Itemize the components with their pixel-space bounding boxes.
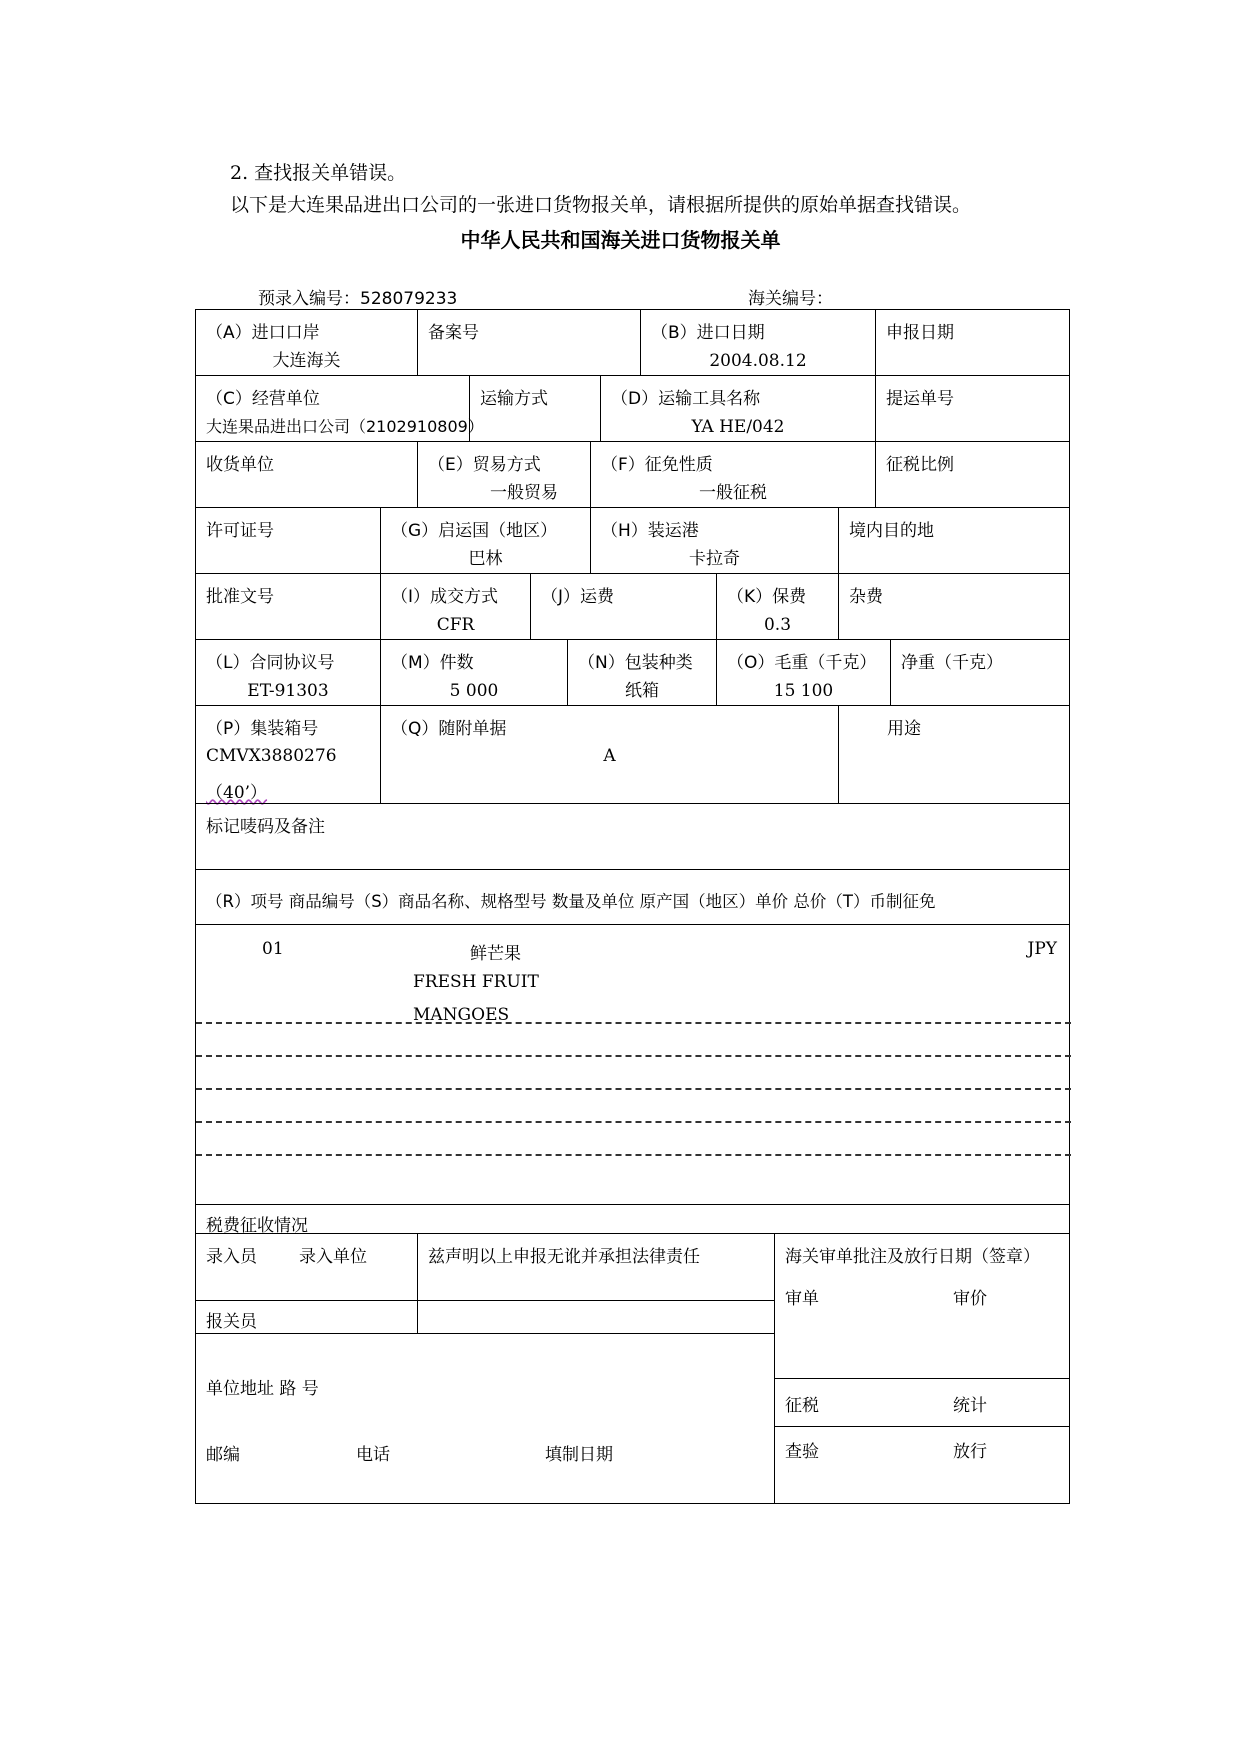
entry-unit-label: 录入单位 <box>299 1247 367 1267</box>
import-port-cell <box>195 309 418 376</box>
attached-docs-label: （Q）随附单据 <box>391 719 507 739</box>
package-value: 纸箱 <box>625 681 659 701</box>
import-port-label: （A）进口口岸 <box>206 323 320 343</box>
freight-cell <box>530 573 717 640</box>
goods-currency: JPY <box>1027 939 1057 959</box>
customs-declaration-form <box>195 309 1070 1504</box>
customs-approval-label: 海关审单批注及放行日期（签章） <box>785 1247 1040 1267</box>
operator-cell <box>195 375 484 442</box>
transport-mode-cell <box>469 375 601 442</box>
trade-mode-value: 一般贸易 <box>490 483 558 503</box>
import-port-value: 大连海关 <box>272 351 341 371</box>
bill-of-lading-cell <box>875 375 1070 442</box>
misc-fee-label: 杂费 <box>849 587 883 607</box>
question-heading: 2. 查找报关单错误。 <box>230 162 407 184</box>
deal-mode-label: （I）成交方式 <box>391 587 499 607</box>
goods-name-en-line1: FRESH FRUIT <box>413 972 539 992</box>
customs-approval-cell <box>774 1233 1070 1379</box>
usage-cell <box>838 705 1070 804</box>
attached-docs-cell <box>380 705 839 804</box>
destination-cell <box>838 507 1070 574</box>
address-label: 单位地址 路 号 <box>206 1379 319 1399</box>
levy-nature-label: （F）征免性质 <box>601 455 713 475</box>
gross-weight-value: 15 100 <box>773 681 834 701</box>
loading-port-label: （H）装运港 <box>601 521 699 541</box>
loading-port-value: 卡拉奇 <box>689 549 740 569</box>
origin-country-value: 巴林 <box>468 549 503 569</box>
import-date-label: （B）进口日期 <box>651 323 765 343</box>
license-label: 许可证号 <box>206 521 274 541</box>
deal-mode-value: CFR <box>436 615 475 635</box>
container-label: （P）集装箱号 <box>206 719 319 739</box>
freight-label: （J）运费 <box>541 587 615 607</box>
goods-divider <box>196 1088 1071 1090</box>
transport-mode-label: 运输方式 <box>480 389 548 409</box>
origin-country-label: （G）启运国（地区） <box>391 521 558 541</box>
consignee-label: 收货单位 <box>206 455 274 475</box>
pieces-value: 5 000 <box>449 681 499 701</box>
container-value: CMVX3880276 <box>206 746 337 766</box>
pieces-cell <box>380 639 568 706</box>
attached-docs-value: A <box>603 746 616 766</box>
pieces-label: （M）件数 <box>391 653 474 673</box>
statistics-label: 统计 <box>953 1396 987 1416</box>
insurance-cell <box>716 573 839 640</box>
goods-header: （R）项号 商品编号（S）商品名称、规格型号 数量及单位 原产国（地区）单价 总价（T）币制征免 <box>206 892 936 911</box>
tax-collection-label: 税费征收情况 <box>206 1216 308 1236</box>
levy-label: 征税 <box>785 1396 819 1416</box>
broker-label: 报关员 <box>206 1312 257 1332</box>
license-cell <box>195 507 381 574</box>
approval-cell <box>195 573 381 640</box>
bill-of-lading-label: 提运单号 <box>886 389 954 409</box>
customs-number: 海关编号： <box>748 289 833 309</box>
trade-mode-label: （E）贸易方式 <box>428 455 541 475</box>
postcode-label: 邮编 <box>206 1445 240 1465</box>
usage-label: 用途 <box>887 719 921 739</box>
vessel-value: YA HE/042 <box>691 417 785 437</box>
tax-ratio-cell <box>875 441 1070 508</box>
levy-cell <box>774 1378 1070 1427</box>
tax-collection-cell <box>195 1204 1070 1234</box>
form-title: 中华人民共和国海关进口货物报关单 <box>460 228 781 252</box>
approval-label: 批准文号 <box>206 587 274 607</box>
declare-date-label: 申报日期 <box>886 323 954 343</box>
container-size: （40’） <box>206 783 268 803</box>
goods-name-cn: 鲜芒果 <box>470 944 521 964</box>
insurance-value: 0.3 <box>763 615 792 635</box>
inspection-label: 查验 <box>785 1442 819 1462</box>
package-cell <box>567 639 717 706</box>
pre-record-number: 预录入编号：528079233 <box>258 289 458 309</box>
import-date-value: 2004.08.12 <box>709 351 807 371</box>
entry-clerk-cell <box>195 1233 418 1301</box>
origin-country-cell <box>380 507 591 574</box>
gross-weight-label: （O）毛重（千克） <box>727 653 877 673</box>
goods-item-number: 01 <box>262 939 284 959</box>
declaration-statement: 兹声明以上申报无讹并承担法律责任 <box>428 1247 700 1267</box>
goods-divider <box>196 1154 1071 1156</box>
goods-body-cell <box>195 924 1070 1205</box>
operator-value: 大连果品进出口公司（2102910809） <box>206 417 484 436</box>
entry-clerk-label: 录入员 <box>206 1247 257 1267</box>
trade-mode-cell <box>417 441 591 508</box>
fill-date-label: 填制日期 <box>545 1445 613 1465</box>
record-number-cell <box>417 309 641 376</box>
package-label: （N）包装种类 <box>578 653 693 673</box>
net-weight-cell <box>890 639 1070 706</box>
import-date-cell <box>640 309 876 376</box>
destination-label: 境内目的地 <box>849 521 934 541</box>
declare-date-cell <box>875 309 1070 376</box>
insurance-label: （K）保费 <box>727 587 807 607</box>
vessel-cell <box>600 375 876 442</box>
container-cell <box>195 705 381 804</box>
goods-divider <box>196 1022 1071 1024</box>
address-cell <box>195 1333 775 1504</box>
loading-port-cell <box>590 507 839 574</box>
tax-ratio-label: 征税比例 <box>886 455 954 475</box>
goods-divider <box>196 1055 1071 1057</box>
levy-nature-cell <box>590 441 876 508</box>
gross-weight-cell <box>716 639 891 706</box>
question-description: 以下是大连果品进出口公司的一张进口货物报关单，请根据所提供的原始单据查找错误。 <box>230 194 972 216</box>
net-weight-label: 净重（千克） <box>901 653 1003 673</box>
goods-name-en-line2: MANGOES <box>413 1005 510 1025</box>
declaration-cell <box>417 1233 775 1301</box>
contract-value: ET-91303 <box>247 681 329 701</box>
pricing-label: 审价 <box>953 1289 987 1309</box>
misc-fee-cell <box>838 573 1070 640</box>
operator-label: （C）经营单位 <box>206 389 320 409</box>
record-number-label: 备案号 <box>428 323 479 343</box>
deal-mode-cell <box>380 573 531 640</box>
contract-cell <box>195 639 381 706</box>
contract-label: （L）合同协议号 <box>206 653 335 673</box>
marks-cell <box>195 803 1070 870</box>
levy-nature-value: 一般征税 <box>699 483 767 503</box>
broker-cell <box>195 1300 418 1334</box>
marks-label: 标记唛码及备注 <box>206 817 325 837</box>
broker-blank-cell <box>417 1300 775 1334</box>
inspection-cell <box>774 1426 1070 1504</box>
vessel-label: （D）运输工具名称 <box>611 389 761 409</box>
consignee-cell <box>195 441 418 508</box>
review-label: 审单 <box>785 1289 819 1309</box>
phone-label: 电话 <box>356 1445 390 1465</box>
goods-header-cell <box>195 869 1070 925</box>
goods-divider <box>196 1121 1071 1123</box>
release-label: 放行 <box>953 1442 987 1462</box>
